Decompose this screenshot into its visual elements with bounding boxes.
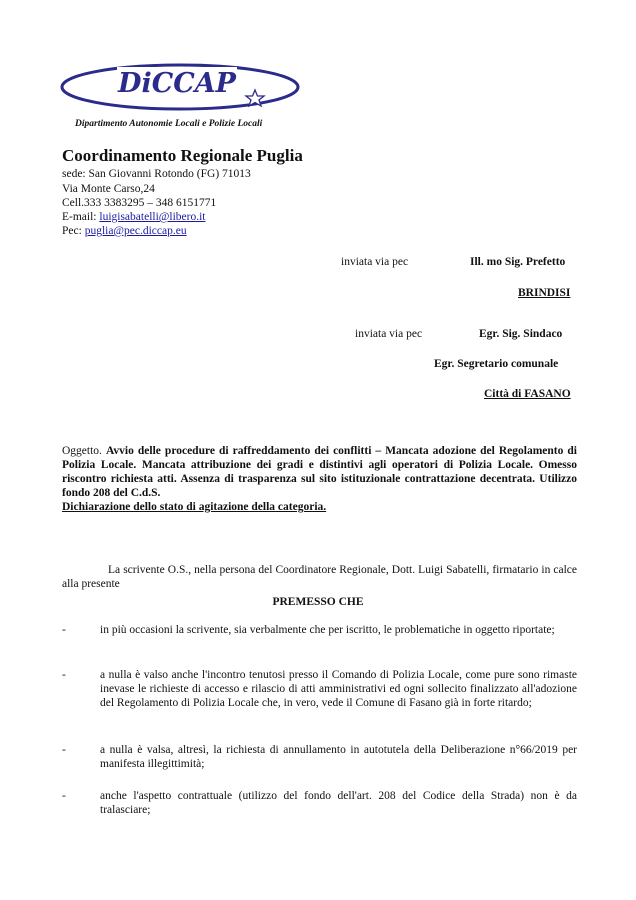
list-item-text: anche l'aspetto contrattuale (utilizzo del fondo dell'art. 208 del Codice della Strada) non è da tralasciare; — [100, 790, 577, 816]
logo-text: DiCCAP — [118, 68, 236, 99]
department-name: Dipartimento Autonomie Locali e Polizie Locali — [75, 119, 263, 129]
list-item-text: a nulla è valsa, altresì, la richiesta di annullamento in autotutela della Deliberazione n°66/2019 per manifesta illegittimità; — [100, 744, 577, 770]
recipient-1-name: Ill. mo Sig. Prefetto — [470, 256, 566, 268]
subject-text: Avvio delle procedure di raffreddamento dei conflitti – Mancata adozione del Regolamento di Polizia Locale. Mancata attribuzione dei gradi e distintivi agli operatori di Polizia Locale. Omesso riscontro richiesta atti. Assenza di trasparenza sul sito istituzionale contrattazione decentrata. Utilizzo fondo 208 del C.d.S. — [62, 445, 578, 499]
intro-paragraph: La scrivente O.S., nella persona del Coordinatore Regionale, Dott. Luigi Sabatelli, firmatario in calce alla presente — [62, 564, 577, 590]
street-line: Via Monte Carso,24 — [62, 183, 155, 195]
email-label: E-mail: — [62, 211, 100, 223]
pec-line — [62, 224, 187, 238]
recipient-3-city: Città di FASANO — [484, 388, 571, 400]
email-line — [62, 210, 205, 224]
diccap-logo — [55, 55, 305, 119]
list-item — [62, 789, 577, 817]
address-line: sede: San Giovanni Rotondo (FG) 71013 — [62, 168, 251, 180]
recipient-1-via: inviata via pec — [341, 256, 409, 268]
email-link[interactable]: luigisabatelli@libero.it — [99, 211, 206, 223]
list-item-text: in più occasioni la scrivente, sia verbalmente che per iscritto, le problematiche in oggetto riportate; — [100, 624, 555, 636]
list-item — [62, 668, 577, 710]
subject-block — [62, 444, 577, 514]
organization-title: Coordinamento Regionale Puglia — [62, 146, 303, 165]
premesso-heading: PREMESSO CHE — [272, 596, 364, 608]
bullet-dash: - — [62, 624, 66, 636]
pec-label: Pec: — [62, 225, 85, 237]
recipient-2-name: Egr. Sig. Sindaco — [479, 328, 563, 340]
list-item — [62, 743, 577, 771]
bullet-dash: - — [62, 790, 66, 802]
pec-link[interactable]: puglia@pec.diccap.eu — [84, 225, 187, 237]
recipient-2-via: inviata via pec — [355, 328, 423, 340]
list-item-text: a nulla è valso anche l'incontro tenutosi presso il Comando di Polizia Locale, come pure sono rimaste inevase le richieste di accesso e rilascio di atti amministrativi ed ogni sollecito finalizzato all'adozione del Regolamento di Polizia Locale che, in vero, vede il Comune di Fasano già in forte ritardo; — [100, 669, 577, 709]
recipient-3-name: Egr. Segretario comunale — [434, 358, 559, 370]
recipient-1-city: BRINDISI — [518, 287, 571, 299]
bullet-dash: - — [62, 744, 66, 756]
subject-label: Oggetto. — [62, 445, 106, 457]
phone-line: Cell.333 3383295 – 348 6151771 — [62, 197, 217, 209]
bullet-dash: - — [62, 669, 66, 681]
subject-declaration: Dichiarazione dello stato di agitazione della categoria. — [62, 501, 327, 513]
list-item — [62, 623, 577, 637]
